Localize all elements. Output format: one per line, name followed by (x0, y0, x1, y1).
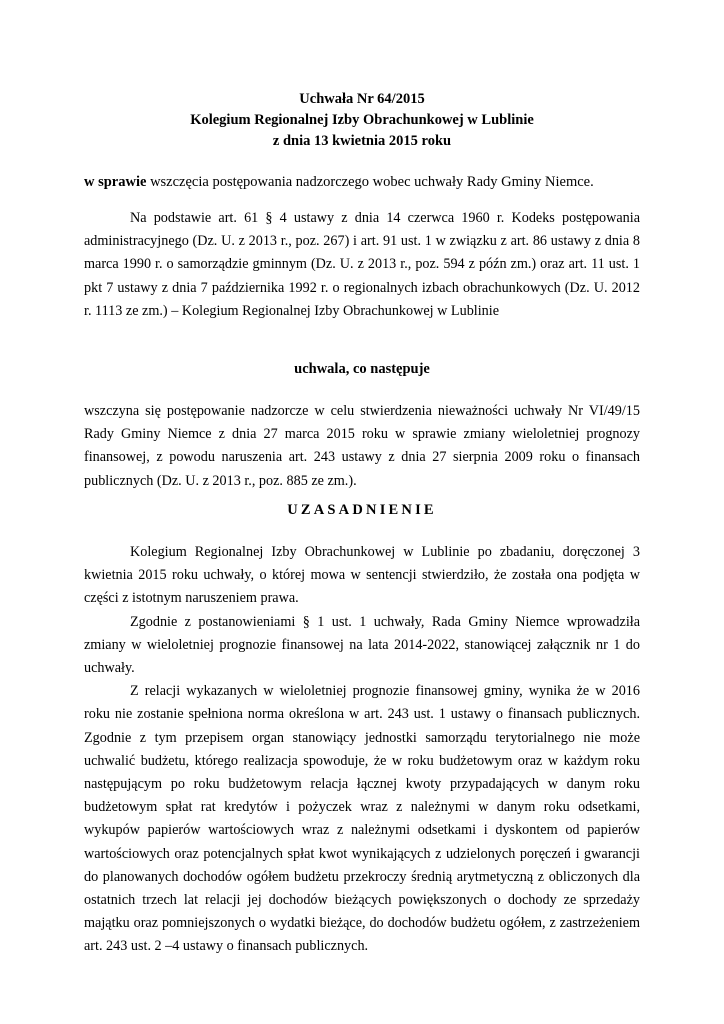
resolution-paragraph: wszczyna się postępowanie nadzorcze w celu stwierdzenia nieważności uchwały Nr VI/49/15 Rady Gminy Niemce z dnia 27 marca 2015 roku w sprawie zmiany wieloletniej prognozy finansowej, z powodu naruszenia art. 243 ustawy z dnia 27 sierpnia 2009 roku o finansach publicznych (Dz. U. z 2013 r., poz. 885 ze zm.). (84, 403, 640, 489)
justification-paragraph: Zgodnie z postanowieniami § 1 ust. 1 uchwały, Rada Gminy Niemce wprowadziła zmiany w wieloletniej prognozie finansowej na lata 2014-2022, stanowiącej załącznik nr 1 do uchwały. (84, 613, 640, 677)
resolves-heading: uchwala, co następuje (294, 361, 430, 377)
issuing-body: Kolegium Regionalnej Izby Obrachunkowej w Lublinie (190, 112, 534, 128)
justification-heading: UZASADNIENIE (287, 502, 437, 518)
justification-paragraph: Kolegium Regionalnej Izby Obrachunkowej w Lublinie po zbadaniu, doręczonej 3 kwietnia 2015 roku uchwały, o której mowa w sentencji stwierdziło, że została ona podjęta w części z istotnym naruszeniem prawa. (84, 544, 640, 607)
resolution-number: Uchwała Nr 64/2015 (299, 91, 425, 107)
justification-body (84, 541, 640, 959)
subject-line (84, 172, 644, 192)
justification-paragraph: Z relacji wykazanych w wieloletniej prognozie finansowej gminy, wynika że w 2016 roku nie zostanie spełniona norma określona w art. 243 ust. 1 ustawy o finansach publicznych. Zgodnie z tym przepisem organ stanowiący jednostki samorządu terytorialnego nie może uchwalić budżetu, którego realizacja spowoduje, że w roku budżetowym oraz w każdym roku następującym po roku budżetowym relacja łącznej kwoty przypadających w danym roku budżetowym spłat rat kredytów i pożyczek wraz z należnymi w danym roku odsetkami, wykupów papierów wartościowych wraz z należnymi odsetkami i dyskontem od papierów wartościowych oraz potencjalnych spłat kwot wynikających z udzielonych poręczeń i gwarancji do planowanych dochodów ogółem budżetu przekroczy średnią arytmetyczną z obliczonych dla ostatnich trzech lat relacji jej dochodów bieżących powiększonych o dochody ze sprzedaży majątku oraz pomniejszonych o wydatki bieżące, do dochodów budżetu ogółem, z zastrzeżeniem art. 243 ust. 2 –4 ustawy o finansach publicznych. (84, 683, 640, 955)
document-header (0, 89, 724, 152)
subject-label: w sprawie (84, 174, 147, 190)
resolution-date: z dnia 13 kwietnia 2015 roku (272, 133, 452, 149)
legal-basis-paragraph: Na podstawie art. 61 § 4 ustawy z dnia 14 czerwca 1960 r. Kodeks postępowania administracyjnego (Dz. U. z 2013 r., poz. 267) i art. 91 ust. 1 w związku z art. 86 ustawy z dnia 8 marca 1990 r. o samorządzie gminnym (Dz. U. z 2013 r., poz. 594 z późn zm.) oraz art. 11 ust. 1 pkt 7 ustawy z dnia 7 października 1992 r. o regionalnych izbach obrachunkowych (Dz. U. 2012 r. 1113 ze zm.) – Kolegium Regionalnej Izby Obrachunkowej w Lublinie (84, 210, 640, 319)
subject-text: wszczęcia postępowania nadzorczego wobec uchwały Rady Gminy Niemce. (146, 174, 594, 190)
